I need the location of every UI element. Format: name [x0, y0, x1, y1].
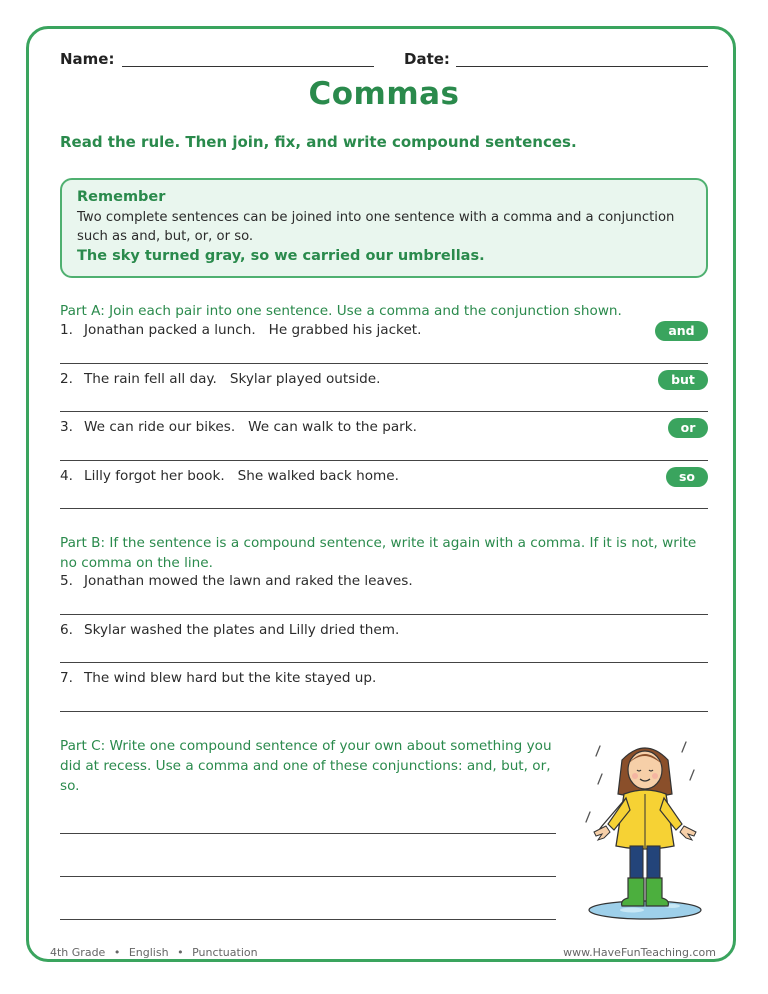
- item-text: We can ride our bikes. We can walk to the park.: [84, 419, 417, 435]
- remember-title: Remember: [77, 189, 166, 205]
- name-field[interactable]: [122, 66, 374, 67]
- conjunction-badge: but: [658, 370, 708, 390]
- answer-line[interactable]: [60, 711, 708, 712]
- raincoat-girl-illustration: [582, 734, 712, 924]
- footer-grade: 4th Grade: [50, 946, 106, 959]
- footer-subject: English: [128, 946, 169, 959]
- item-text: The rain fell all day. Skylar played outside.: [84, 371, 381, 387]
- item-number: 3.: [60, 419, 73, 435]
- part-b-heading: Part B: If the sentence is a compound sentence, write it again with a comma. If it is not, write: [60, 535, 697, 551]
- item-text: The wind blew hard but the kite stayed up.: [84, 670, 377, 686]
- part-b-heading-cont: no comma on the line.: [60, 555, 213, 571]
- bullet-separator: •: [113, 946, 121, 959]
- item-text: Skylar washed the plates and Lilly dried them.: [84, 622, 400, 638]
- bullet-separator: •: [177, 946, 184, 959]
- instructions: Read the rule. Then join, fix, and write compound sentences.: [60, 133, 577, 151]
- part-c-heading: Part C: Write one compound sentence of your own about something you: [60, 738, 552, 754]
- item-number: 2.: [60, 371, 73, 387]
- answer-line[interactable]: [60, 460, 708, 461]
- item-text: Jonathan packed a lunch. He grabbed his jacket.: [84, 322, 422, 338]
- date-field[interactable]: [456, 66, 708, 67]
- item-number: 7.: [60, 670, 73, 686]
- footer-topic: Punctuation: [192, 946, 258, 959]
- item-text: Jonathan mowed the lawn and raked the leaves.: [84, 573, 413, 589]
- answer-line[interactable]: [60, 363, 708, 364]
- remember-body: Two complete sentences can be joined into one sentence with a comma and a conjunction such as and, but, or, or so.: [77, 210, 675, 244]
- item-text: Lilly forgot her book. She walked back home.: [84, 468, 399, 484]
- footer-website: www.HaveFunTeaching.com: [563, 946, 716, 959]
- answer-line[interactable]: [60, 919, 556, 920]
- part-c-heading-cont: did at recess. Use a comma and one of these conjunctions: and, but, or,: [60, 758, 551, 774]
- date-label: Date:: [404, 50, 450, 68]
- answer-line[interactable]: [60, 662, 708, 663]
- answer-line[interactable]: [60, 876, 556, 877]
- item-number: 4.: [60, 468, 73, 484]
- part-c-heading-end: so.: [60, 778, 80, 794]
- item-number: 6.: [60, 622, 73, 638]
- footer-tags: [50, 946, 258, 959]
- item-number: 5.: [60, 573, 73, 589]
- answer-line[interactable]: [60, 614, 708, 615]
- answer-line[interactable]: [60, 411, 708, 412]
- item-number: 1.: [60, 322, 73, 338]
- remember-example: The sky turned gray, so we carried our umbrellas.: [77, 248, 485, 264]
- page-title: Commas: [308, 76, 460, 112]
- answer-line[interactable]: [60, 508, 708, 509]
- remember-box: [60, 178, 708, 278]
- conjunction-badge: so: [666, 467, 708, 487]
- part-a-heading: Part A: Join each pair into one sentence. Use a comma and the conjunction shown.: [60, 303, 622, 319]
- conjunction-badge: and: [655, 321, 708, 341]
- name-label: Name:: [60, 50, 115, 68]
- answer-line[interactable]: [60, 833, 556, 834]
- conjunction-badge: or: [668, 418, 708, 438]
